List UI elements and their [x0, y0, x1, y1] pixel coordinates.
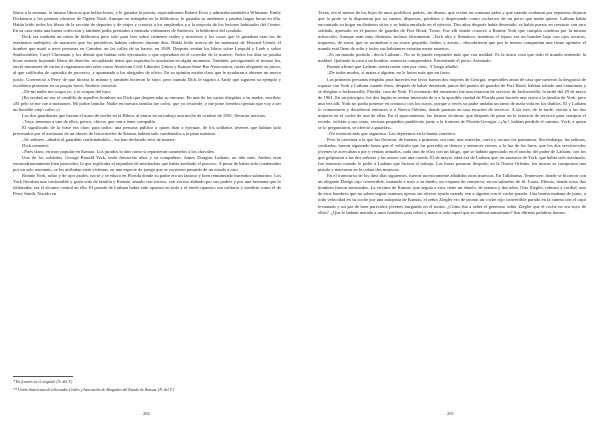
- paragraph: Dick comentó:: [22, 143, 50, 149]
- page-number-left: 204: [143, 411, 150, 416]
- paragraph: –Vaya, tenemos a uno de ellos, perros, chicos; que van a tener compañía.: [22, 118, 156, 124]
- left-page: [13, 10, 281, 402]
- paragraph: libros a la semana, lo mismo libracos que bellas-letras, y le gustaba la poesía, especialmente Robert Frost y admiraba también a Whitman. Emily Dickinson y los poemas cómicos de Ogden Nash. Aunque no trabajaba en la biblioteca, le gustaba su ambiente y pasaba largas horas en ella. Había leído todos los libros de la sección de deportes y de viajes y conocía a los empleados y a la mayoría de los lectores habituales del Centro. En su casa tenía una buena colección y también pedía prestados a menudo volúmenes de Andrews, la biblioteca del condado.: [13, 10, 281, 34]
- paragraph: –Sí, señores –añadió el guardián confirmándolo–, los han declarado reos de muerte.: [22, 136, 176, 142]
- paragraph: Las primeras personas elegidas para hacerles ese favor fueron dos mujeres de Georgia, respetables amas de casa que tuvieron la desgracia de toparse con York y Latham cuando éstos, después de haber desertado juntos del puesto de guardia de Fort Hood, habían robado una camioneta y se dirigían a Jacksonville, Florida, casa de York. El escenario del encuentro fue una estación de servicio de Jacksonville, la tarde del 29 de mayo de 1961. En un principio, los dos fugitivos tenían intención de ir a la apacible ciudad de Florida para hacerle una visita a la familia de York, pero una vez allí, York no podía ponerse en contacto con los suyos, porque a veces su padre andaba un tanto de mala vida en los diablos. El y Latham lo comentaron y decidieron entonces ir a Nueva Orleáns, donde pararon en una estación de servicio. A las tres, de la tarde, vieron a las dos mujeres en el coche de una de ellas. En el aparcamiento, las futuras víctimas, que después de parar en la estación de servicio para comprar el recado, volvían a sus casas, vecinas pequeñito pueblecito junto a la frontera de Florida-Georgia. «¡Ay!, habían perdido el camino. York, a quien se lo preguntaron, se ofreció a guiarlas».: [318, 76, 586, 130]
- paragraph: Ronnie York, rubio y de ojos azules, nació y se educó en Florida donde su padre era un famoso y bien remunerado buceador submarino. Los York llevaban una confortable y grata vida de familia y Ronnie, amado con exceso, con exceso alabado por sus padres y por una hermana que lo idolatraba, era el alcance central en ella. El pasado de Latham había sido opuesto en todo y el envés opuesto; tan solitario y sombrío como el de Perry Smith. Nacido en: [13, 173, 281, 197]
- paragraph: Ronnie afirmó que Latham «tenía razón cien por cien». Y luego añadió:: [327, 64, 459, 70]
- paragraph: –De mí nadie me ocupa yo, y te ocupas del tuyo.: [22, 88, 112, 94]
- page-number-right: 205: [447, 411, 454, 416]
- paragraph: El significado de la frase era claro para todos: una persona público a quien iban a ejecutar, de los soldados jóvenes que habían sido procesados por el asesinato de un obrero de ferrocarriles de Kansas habían sido condenados a la pena máxima.: [13, 124, 281, 136]
- left-page-body: [13, 10, 281, 197]
- paragraph: –Es un mundo podrido –decía Latham–. No se le puede responder más que con maldad. Es la única cosa que todo el mundo entiende: la maldad. Quémale la casa a un hombre, entonces comprenderá. Envenénale el perro. Asesínalo.: [318, 52, 586, 64]
- footnote-rule: [13, 376, 73, 377]
- paragraph: Los dos guardianes que hacían el turno de noche en la Hilera, al entrar en su trabajo una noche de octubre de 1961, llevaron noticias.: [22, 112, 267, 118]
- paragraph: Texas, era el menor de los hijos de unos prolíficos padres, sin dinero, que vivían en continua pelea y que cuando acabaron por separarse dejaron que la prole se la disputaran por su cuenta, dispersos, perdidos y dispersando como cachorros de un perro que nadie quiere. Latham había encontrado su hogar en distintos sitios y se había enrolado en el ejército. Dos años después había desertado, se había puesto en contacto con otro soldado, apresado en el puesto de guardia de Fort Hood, Texas. Fue allí donde conoció a Ronnie York que cumplía condena por la misma infracción. Aunque eran muy distintos, incluso físicamente –York alto y flemático, mientras el tejano era un hombre bajo con ojos oscuros, inquietos, de zorra, que se asomaban a un rostro pequeño, ladino y astuto–, descubrieron que por lo menos compartían una firme opinión: el mundo está lleno de odio y todos sus habitantes estarían mejor muertos.: [318, 10, 586, 52]
- paragraph: –No tuvieron más que seguirnos. Las dejaremos en la buena carretera.: [327, 130, 456, 136]
- paragraph: Uno de los soldados, George Ronald York, tenía dieciocho años y su compañero, James Douglas Latham, un año más. Ambos eran extraordinariamente bien parecidos, lo que explicaba el enjambre de muchachas que había asediado el proceso. A pesar de haber sido condenados por un solo asesinato, se les atribuían siete víctimas, en una especie de juerga que se corrieron pasando de un estado a otro.: [13, 155, 281, 173]
- paragraph: (En verdad no era el caudillo de aquellos hombres un Dick que despreciaba su entorno. En una de las cartas dirigidas a su madre, escribía: «El pelo se me cae a montones. Mi pobre familia. Nadie en nuestra familia fue calvo, que yo recuerde, y me pone frenético pensar que voy a ser un horrible viejo calvo.»): [13, 94, 281, 112]
- right-page-body: [318, 10, 586, 216]
- left-page-footnotes: [13, 376, 281, 396]
- paragraph: –De todos modos, si matas a alguien, no le haces más que un favor.: [327, 70, 451, 76]
- paragraph: Pero la carretera a la que las llevaron, de buenas a primeras, era otra, una estrecha, curva y oscura vía pantanosa. Sin embargo, las señoras, confiadas, fueron siguiendo hasta que el vehículo que las precedía se detuvo y entonces vieron, a la luz de los faros, que los dos servicievoles jóvenes se acercaban a pie y venían armados, cada uno de ellos con un látigo, que se habían agenciado en el rancho del padre de Latham, con los que golpearon a las dos señoras y las ataron con una cuerda. El de mayor edad era de Latham que, en ausencia de York, que había sido asesinado, fue entonces cuando le pidió a Latham que hiciera el trabajo. Las horas pasaron; después, en la Nueva Orleáns, los mozos se compraron una pistola y marcaron en la culata dos muescas.: [318, 136, 586, 173]
- paragraph: –Pues claro, en muy popular en Kansas. Los jurados lo dan como si repartieran caramelos a los chavales.: [22, 149, 215, 155]
- footnote-2: ** Unión Americana de Libertades Civiles y Asociación de Abogados del Estado de Kansas. (N. del T.): [13, 388, 174, 393]
- paragraph: En el transcurso de los diez días siguientes, fueron sucesivamente añadidas otras muescas. En Tallahoma, Tennessee, donde se hicieron con un elegante Dodge rojo convertible, matando a tiros a su dueño, un viajante de comercio; en un suburbio de St. Louis, Illinois, donde otros dos hombres fueron asesinados. La víctima de Kansas, que seguía a esto, tiene un abuelo, de setenta y dos años, Otto Ziegler, robusto y cordial, uno de esos hombres que no saben seguir caminos ajenos sin ofrecer ayuda cuando ven a alguien con el coche parado. Una bonita mañana de junio, a todo velocidad en su coche por una autopista de Kansas, el señor Ziegler vio de pronto un coche rojo convertible parado en la cuneta con el capó levantado y un par de bien parecidos jóvenes hurgando en el motor. ¿Cómo iba a saber el generoso señor Ziegler que el coche no era suyo de ellos?. ¿Que le habían matado a unos hombres para robar y matar a todo aquel que se sintiera samaritano? Sus últimas palabras fueron:: [318, 173, 586, 215]
- footnote-1: * En francés en el original. (N. del T.): [13, 380, 73, 384]
- paragraph: Dick era también un ratón de biblioteca pero sólo para leer sobre crímenes reales y misterios y los casos que le gustaban eran los de asesinatos múltiples, de masacres que los periódicos habían cubierto durante días. Había leído acerca de las matanzas de Howard Unruh, el hombre que mató a trece personas en Camden, en las calles de su barrio, en 1949. Después venían los libros sobre Leopold y Loeb y sobre Starkweather, Caryl Chessman y los demás que habían sido ejecutados o que esperaban en el corredor de la muerte. Todos los días se pasaba horas enteras hojeando libros de derecho, recopilando datos que esperaba le ayudarían en algún momento. También, persiguiendo el mismo fin, envió montones de cartas a organizaciones tales como American Civil Liberties Union y Kansas State Bar Association, cartas alegando su juicio, al que calificaba de «parodia de proceso», y apuntando a los abogados de oficio. En su opinión estaba claro que le ayudaran a obtener un nuevo juicio. Convenció a Perry de que hiciera lo mismo y también hicieron lo suyo, pero cuando Dick le sugirió a Andy que siguiera su ejemplo y escribiera protestas en su propio favor, Andrew contestó:: [13, 34, 281, 88]
- right-page: [318, 10, 586, 402]
